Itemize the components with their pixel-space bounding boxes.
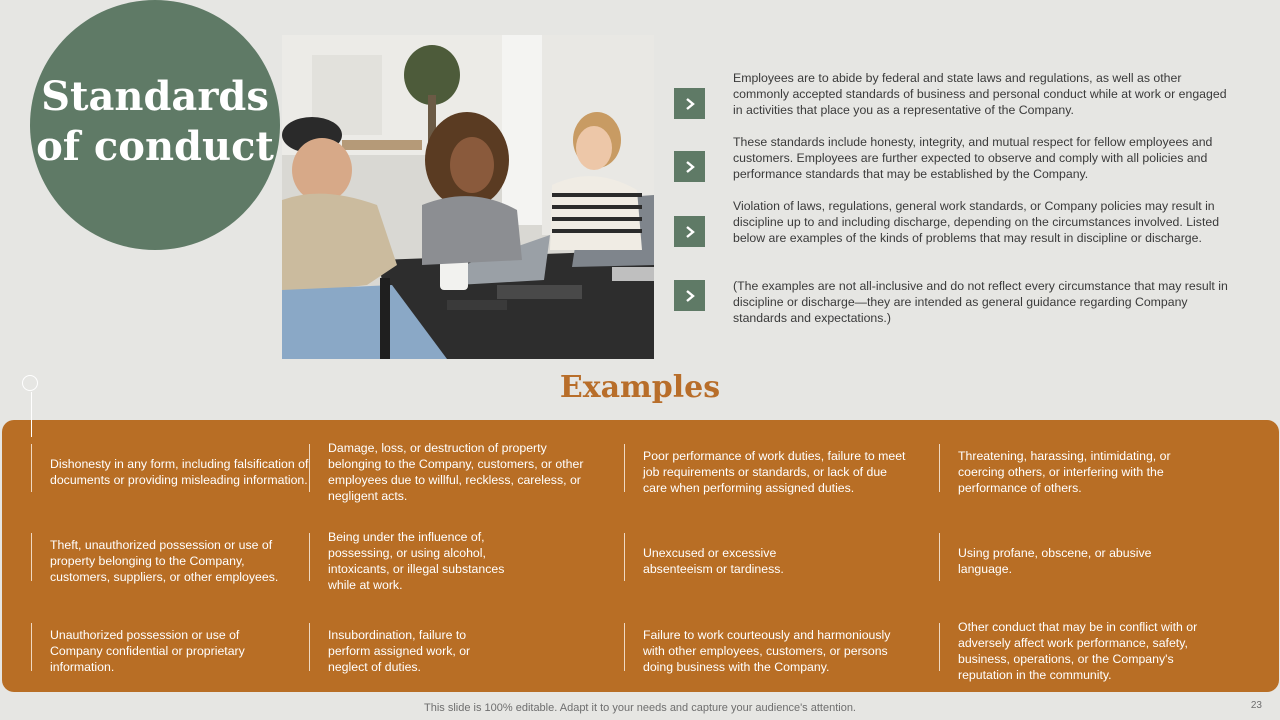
example-cell [309, 432, 599, 512]
example-text: Being under the influence of, possessing, or using alcohol, intoxicants, or illegal substances while at work. [328, 530, 505, 592]
example-text: Theft, unauthorized possession or use of property belonging to the Company, customers, suppliers, or other employees. [50, 538, 279, 584]
example-text: Unauthorized possession or use of Company confidential or proprietary information. [50, 628, 245, 674]
example-text: Dishonesty in any form, including falsification of documents or providing misleading information. [50, 457, 309, 487]
chevron-right-icon [674, 280, 705, 311]
example-text: Unexcused or excessive absenteeism or tardiness. [643, 546, 784, 576]
example-cell [31, 432, 321, 512]
title-circle [30, 0, 280, 250]
page-title: Standards of conduct [36, 73, 274, 170]
example-cell [624, 611, 914, 691]
examples-panel [2, 420, 1279, 692]
example-cell [939, 521, 1229, 601]
chevron-right-icon [674, 151, 705, 182]
example-cell [309, 611, 599, 691]
decorative-line [31, 392, 32, 437]
example-text: Insubordination, failure to perform assigned work, or neglect of duties. [328, 628, 471, 674]
page-number: 23 [1250, 700, 1262, 711]
bullet-text: Violation of laws, regulations, general work standards, or Company policies may result in discipline up to and including discharge, depending on the circumstances involved. Listed below are examples of the kinds of problems that may result in discipline or discharge. [733, 199, 1220, 245]
footer-note: This slide is 100% editable. Adapt it to your needs and capture your audience's attention. [424, 702, 856, 714]
example-cell [624, 521, 914, 601]
bullet-text: Employees are to abide by federal and state laws and regulations, as well as other commonly accepted standards of business and personal conduct while at work or engaged in activities that place you as a representative of the Company. [733, 71, 1227, 117]
photo-illustration [282, 35, 654, 359]
example-text: Poor performance of work duties, failure to meet job requirements or standards, or lack of due care when performing assigned duties. [643, 449, 906, 495]
example-cell [31, 521, 321, 601]
office-meeting-photo [282, 35, 654, 359]
example-cell [939, 432, 1229, 512]
chevron-right-icon [674, 216, 705, 247]
example-cell [31, 611, 321, 691]
decorative-circle-icon [22, 375, 38, 391]
examples-heading: Examples [559, 370, 721, 405]
example-text: Failure to work courteously and harmoniously with other employees, customers, or persons doing business with the Company. [643, 628, 891, 674]
example-text: Other conduct that may be in conflict with or adversely affect work performance, safety, business, operations, or the Company's reputation in the community. [958, 620, 1198, 682]
example-text: Damage, loss, or destruction of property belonging to the Company, customers, or other employees due to willful, reckless, careless, or negligent acts. [328, 441, 584, 503]
example-cell [624, 432, 914, 512]
example-cell [939, 611, 1229, 691]
example-text: Using profane, obscene, or abusive language. [958, 546, 1152, 576]
example-text: Threatening, harassing, intimidating, or coercing others, or interfering with the performance of others. [958, 449, 1171, 495]
chevron-right-icon [674, 88, 705, 119]
bullet-text: These standards include honesty, integrity, and mutual respect for fellow employees and customers. Employees are further expected to observe and comply with all policies and performance standards that may be established by the Company. [733, 135, 1213, 181]
bullet-text: (The examples are not all-inclusive and do not reflect every circumstance that may result in discipline or discharge—they are intended as general guidance regarding Company standards and expectations.) [733, 279, 1228, 325]
example-cell [309, 521, 599, 601]
